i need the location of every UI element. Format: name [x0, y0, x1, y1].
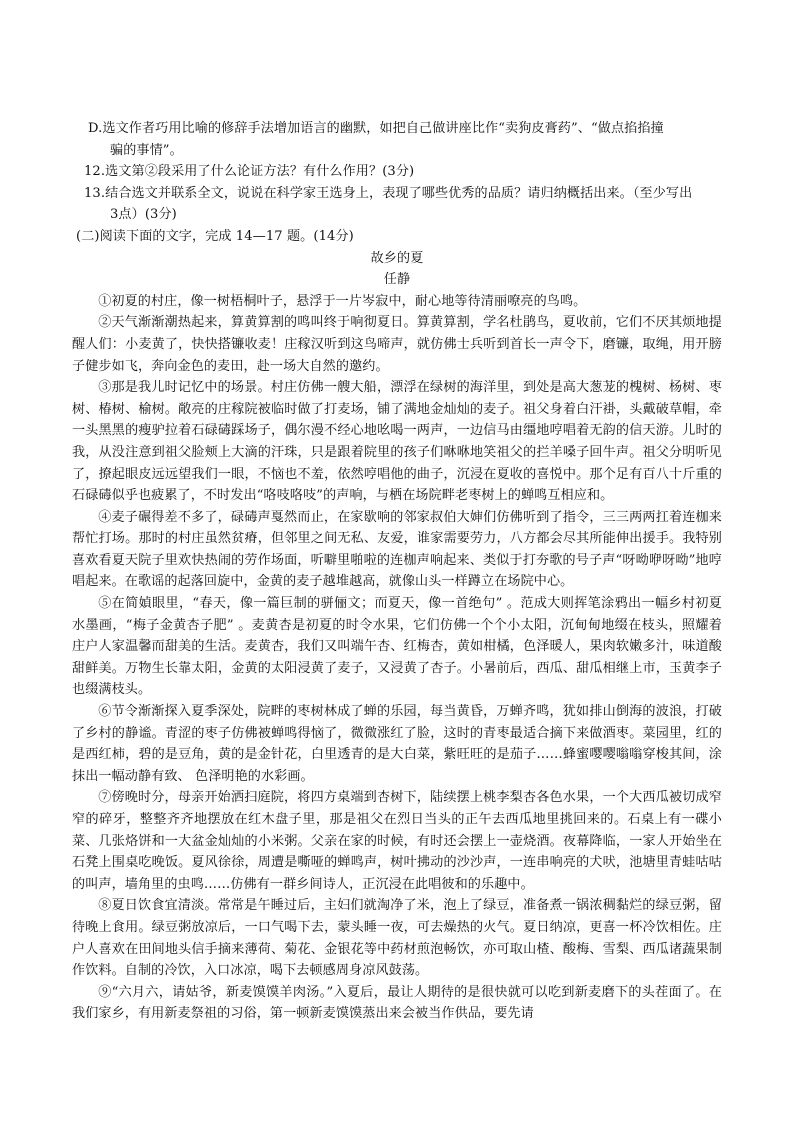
article-paragraph-9: ⑨“六月六，请姑爷，新麦馍馍羊肉汤。”入夏后，最让人期待的是很快就可以吃到新麦磨下的头茬面了。在我们家乡，有用新麦祭祖的习俗，第一顿新麦馍馍蒸出来会被当作供品，要先请: [72, 984, 722, 1022]
article-paragraph-6: ⑥节令渐渐探入夏季深处，院畔的枣树林成了蝉的乐园，每当黄昏，万蝉齐鸣，犹如排山倒海的波浪，打破了乡村的静谧。青涩的枣子仿佛被蝉鸣得恼了，微微涨红了脸，这时的青枣最适合摘下来做酒枣。菜园里，红的是西红柿，碧的是豆角，黄的是金针花，白里透青的是大白菜，紫旺旺的是茄子……蜂蜜嘤嘤嗡嗡穿梭其间，涂抹出一幅动静有致、 色泽明艳的水彩画。: [72, 704, 722, 784]
article-title: 故乡的夏: [370, 250, 424, 266]
article-paragraph-5: ⑤在简媜眼里，“春天，像一篇巨制的骈俪文；而夏天，像一首绝句” 。范成大则挥笔涂鸦出一幅乡村初夏水墨画，“梅子金黄杏子肥” 。麦黄杏是初夏的时令水果，它们仿佛一个个小太阳，沉甸甸地缀在枝头，照耀着庄户人家温馨而甜美的生活。麦黄杏，我们又叫端午杏、红梅杏，黄如柑橘，色泽暖人，果肉软嫩多汁，味道酸甜鲜美。万物生长靠太阳，金黄的太阳浸黄了麦子，又浸黄了杏子。小暑前后，西瓜、甜瓜相继上市，玉黄李子也缀满枝头。: [72, 596, 722, 698]
article-paragraph-7: ⑦傍晚时分，母亲开始洒扫庭院，将四方桌端到杏树下，陆续摆上桃李梨杏各色水果，一个大西瓜被切成窄窄的碎牙，整整齐齐地摆放在红木盘子里，那是祖父在烈日当头的正午去西瓜地里挑回来的。石桌上有一碟小菜、几张烙饼和一大盆金灿灿的小米粥。父亲在家的时候，有时还会摆上一壶烧酒。夜幕降临，一家人开始坐在石凳上围桌吃晚饭。夏风徐徐，周遭是嘶哑的蝉鸣声，树叶拂动的沙沙声，一连串响亮的犬吠，池塘里青蛙咕咕的叫声，墙角里的虫鸣……仿佛有一群乡间诗人，正沉浸在此唱彼和的乐趣中。: [72, 790, 722, 892]
article-paragraph-1: ①初夏的村庄，像一树梧桐叶子，悬浮于一片岑寂中，耐心地等待清丽嘹亮的鸟鸣。: [98, 293, 587, 309]
question-13-line1: 13.结合选文并联系全文，说说在科学家王选身上，表现了哪些优秀的品质？请归纳概括出来。（至少写出: [84, 185, 693, 201]
article-author: 任静: [383, 272, 411, 288]
article-paragraph-8: ⑧夏日饮食宜清淡。常常是午睡过后，主妇们就淘净了米，泡上了绿豆，准备煮一锅浓稠黏烂的绿豆粥，留待晚上食用。绿豆粥放凉后，一口气喝下去，蒙头睡一夜，可去燥热的火气。夏日纳凉，更喜一杯冷饮相佐。庄户人喜欢在田间地头信手摘来薄荷、菊花、金银花等中药材煎泡畅饮，亦可取山楂、酸梅、雪梨、西瓜诸蔬果制作饮料。自制的冷饮，入口冰凉，喝下去顿感周身凉风鼓荡。: [72, 898, 722, 979]
document-page: [72, 118, 722, 1025]
question-13-line2: 3点）(3分): [110, 207, 177, 223]
option-d-line1: D.选文作者巧用比喻的修辞手法增加语言的幽默，如把自己做讲座比作“卖狗皮膏药”、“做点掐掐撞: [88, 121, 664, 136]
article-paragraph-4: ④麦子碾得差不多了，碌碡声戛然而止，在家歇响的邻家叔伯大婶们仿佛听到了指令，三三两两扛着连枷来帮忙打场。那时的村庄虽然贫瘠，但邻里之间无私、友爱，谁家需要劳力，八方都会尽其所能伸出援手。我特别喜欢看夏天院子里欢快热闹的劳作场面，听噼里啪啦的连枷声响起来、类似于打夯歌的号子声“呀呦咿呀呦”地哼唱起来。在歌谣的起落回旋中，金黄的麦子越堆越高，就像山头一样蹲立在场院中心。: [72, 509, 722, 590]
article-paragraph-2: ②天气渐渐潮热起来，算黄算割的鸣叫终于响彻夏日。算黄算割，学名杜鹃鸟，夏收前，它们不厌其烦地提醒人们：小麦黄了，快快搭镰收麦！庄稼汉听到这鸟啼声，就仿佛士兵听到首长一声令下，磨镰，取绳，用开膀子健步如飞，奔向金色的麦田，赴一场大自然的邀约。: [72, 315, 722, 374]
option-d-line2: 骗的事情”。: [110, 142, 183, 158]
section-header: (二)阅读下面的文字，完成 14—17 题。(14分): [76, 228, 354, 244]
question-12: 12.选文第②段采用了什么论证方法？有什么作用？(3分): [84, 164, 415, 180]
article-paragraph-3: ③那是我儿时记忆中的场景。村庄仿佛一艘大船，漂浮在绿树的海洋里，到处是高大葱茏的槐树、杨树、枣树、椿树、榆树。敞亮的庄稼院被临时做了打麦场，铺了满地金灿灿的麦子。祖父身着白汗褂，头戴破草帽，牵一头黑黑的瘦驴拉着石碌碡踩场子，偶尔漫不经心地吆喝一两声，一边信马由缰地哼唱着无韵的信天游。儿时的我，从没注意到祖父脸颊上大滴的汗珠，只是跟着院里的孩子们咻咻地笑祖父的拦羊嗓子回牛声。祖父分明听见了，撩起眼皮远远望我们一眼，不恼也不羞，依然哼唱他的曲子，沉浸在夏收的喜悦中。那个足有百八十斤重的石碌碡似乎也疲累了，不时发出“咯吱咯吱”的声响，与栖在场院畔老枣树上的蝉鸣互相应和。: [72, 380, 722, 504]
